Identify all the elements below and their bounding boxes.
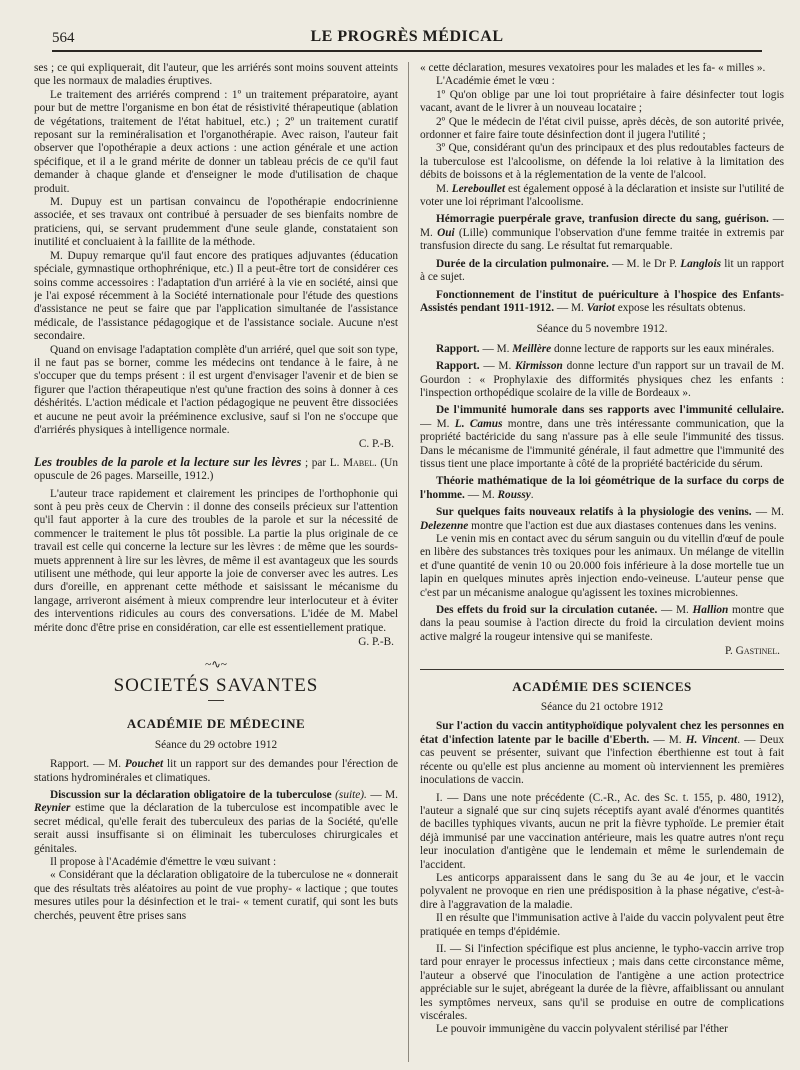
person-name: Delezenne xyxy=(420,519,469,532)
review-details: (Un opuscule de 26 pages. Marseille, 1912.) xyxy=(34,456,398,483)
person-name: L. Camus xyxy=(454,417,503,430)
text: montre que l'action est due aux diastases contenues dans les venins. xyxy=(471,519,777,532)
subject-heading: Des effets du froid sur la circulation cutanée. xyxy=(436,604,658,617)
person-name: Lereboullet xyxy=(451,182,506,195)
person-name: Roussy xyxy=(497,488,531,501)
paragraph: Le venin mis en contact avec du sérum sanguin ou du vitellin d'œuf de poule en libère des substances très toxiques pour les animaux. Un mélange de vitellin et d'une quantité de venin 10 ou 20.000 fois inférieure à la dose mortelle tue un lapin en quelques minutes après injection endo-veineuse. L'auteur pense que c'est par un mécanisme analogue qu'agissent les toxines microbiennes. xyxy=(420,533,784,599)
paragraph: L'Académie émet le vœu : xyxy=(436,75,555,88)
text: montre que dans la peau soumise à l'action directe du froid la circulation devient moins active malgré la rougeur intensive qui se manifeste. xyxy=(420,604,784,643)
text: (Lille) communique l'observation d'une femme traitée in extremis par transfusion directe du sang. Le résultat fut remarquable. xyxy=(420,226,784,253)
person-name: Meillère xyxy=(512,342,552,355)
text: donne lecture de rapports sur les eaux minérales. xyxy=(554,342,775,355)
book-review-heading: Les troubles de la parole et la lecture sur les lèvres ; par L. Mabel. (Un opuscule de 26 pages. Marseille, 1912.) xyxy=(34,454,398,483)
paragraph: ses ; ce qui expliquerait, dit l'auteur, que les arriérés sont moins souvent atteints que les normaux de maladies éruptives. xyxy=(34,62,398,88)
paragraph: Le pouvoir immunigène du vaccin polyvalent stérilisé par l'éther xyxy=(436,1023,728,1036)
subject-heading: Hémorragie puerpérale grave, tranfusion directe du sang, guérison. xyxy=(436,213,769,226)
subject-heading: Fonctionnement de l'institut de puériculture à l'hospice des Enfants-Assistés pendant 1911-1912. xyxy=(420,288,784,314)
paragraph: Il en résulte que l'immunisation active à l'aide du vaccin polyvalent peut être pratiquée en temps d'épidémie. xyxy=(420,912,784,938)
subject-heading: Sur l'action du vaccin antityphoïdique polyvalent chez les personnes en état d'infection latente par le bacille d'Eberth. xyxy=(420,720,784,746)
paragraph: Théorie mathématique de la loi géométrique de la surface du corps de l'homme. — M. Roussy. xyxy=(420,475,784,501)
paragraph: Fonctionnement de l'institut de puériculture à l'hospice des Enfants-Assistés pendant 1911-1912. — M. Variot expose les résultats obtenus. xyxy=(420,288,784,314)
rubric: Rapport. xyxy=(436,360,480,373)
paragraph: Durée de la circulation pulmonaire. — M. le Dr P. Langlois lit un rapport à ce sujet. xyxy=(420,257,784,284)
paragraph: Il propose à l'Académie d'émettre le vœu suivant : xyxy=(50,855,277,868)
session-date: Séance du 29 octobre 1912 xyxy=(154,738,278,751)
paragraph: Sur quelques faits nouveaux relatifs à la physiologie des venins. — M. Delezenne montre que l'action est due aux diastases contenues dans les venins. xyxy=(420,506,784,532)
academy-heading: ACADÉMIE DES SCIENCES xyxy=(512,678,692,694)
page-header xyxy=(52,28,762,52)
divider xyxy=(208,700,224,701)
page-number: 564 xyxy=(52,30,75,46)
journal-title: LE PROGRÈS MÉDICAL xyxy=(310,28,504,45)
divider xyxy=(420,669,784,670)
paragraph: Rapport. — M. Meillère donne lecture de rapports sur les eaux minérales. xyxy=(436,342,775,355)
quote: « Considérant que la déclaration obligatoire de la tuberculose ne « donnerait que des résultats très aléatoires au point de vue prophy- « lactique ; que toutes mesures utiles pour la désinfection et le trai- « tement curatif, qui sont les buts cherchés, peuvent être prises sans xyxy=(34,869,398,922)
right-column xyxy=(420,62,784,1058)
text: est également opposé à la déclaration et insiste sur l'utilité de voter une loi réprimant l'alcoolisme. xyxy=(420,182,784,209)
paragraph: M. Lereboullet est également opposé à la déclaration et insiste sur l'utilité de voter une loi réprimant l'alcoolisme. xyxy=(420,182,784,209)
paragraph: II. — Si l'infection spécifique est plus ancienne, le typho-vaccin arrive trop tard pour enrayer le processus infectieux ; mais dans cette circonstance même, l'auteur a observé que l'inoculation de l'antigène a une action protectrice appréciable sur le sujet, abrégeant la durée de la fièvre, affaiblissant ou annulant les symptômes nerveux, sans qu'il se produise en outre de complications viscérales. xyxy=(420,942,784,1022)
paragraph: Les anticorps apparaissent dans le sang du 3e au 4e jour, et le vaccin polyvalent ne provoque en rien une prédisposition à la phase négative, c'est-à-dire à l'aggravation de la maladie. xyxy=(420,871,784,911)
review-title: Les troubles de la parole et la lecture sur les lèvres xyxy=(34,454,302,469)
paragraph: M. Dupuy remarque qu'il faut encore des pratiques adjuvantes (éducation spéciale, gymnastique orthophrénique, etc.) Il a peut-être tort de considérer ces soins comme accessoires : l'adaptation d'un arriéré à la vie en société, ainsi que je l'ai exposé récemment à la Société internationale pour l'étude des questions d'assistance ne peut se faire que par l'application simultanée de l'assistance médicale, de l'assistance pédagogique et de l'assistance sociale. Aucune n'est secondaire. xyxy=(34,249,398,343)
text: lit un rapport à ce sujet. xyxy=(420,257,784,284)
review-author: L. Mabel xyxy=(329,456,374,469)
person-name: Langlois xyxy=(680,257,721,270)
signature: G. P.-B. xyxy=(358,636,394,649)
text: estime que la déclaration de la tuberculose est incompatible avec le secret médical, qu'elle ferait des tuberculeux des parias de la Société, qu'elle serait aussi insuffisante si on éliminait les tuberculoses chirurgicales et génitales. xyxy=(34,802,398,855)
ornament: ~∿~ xyxy=(205,659,227,672)
subject-heading: De l'immunité humorale dans ses rapports avec l'immunité cellulaire. xyxy=(436,404,784,417)
rubric: Rapport. xyxy=(436,342,480,355)
subject-heading: Sur quelques faits nouveaux relatifs à la physiologie des venins. xyxy=(436,506,752,519)
paragraph: Discussion sur la déclaration obligatoire de la tuberculose (suite). — M. Reynier estime que la déclaration de la tuberculose est incompatible avec le secret médical, qu'elle ferait des tuberculeux des parias de la Société, qu'elle serait aussi insuffisante si on éliminait les tuberculoses chirurgicales et génitales. xyxy=(34,788,398,855)
text: Deux cas peuvent se présenter, suivant que l'infection éberthienne est tout à fait récente ou qu'elle est plus ancienne au moment où interviennent les premières inoculations de vaccin. xyxy=(420,733,784,787)
text: expose les résultats obtenus. xyxy=(617,301,746,314)
text: donne lecture d'un rapport sur un travail de M. Gourdon : « Prophylaxie des difformités physiques chez les enfants : l'inspection orthopédique scolaire de la ville de Bordeaux ». xyxy=(420,360,784,399)
paragraph: M. Dupuy est un partisan convaincu de l'opothérapie endocrinienne associée, et ses travaux ont contribué à persuader de ses bienfaits nombre de praticiens, qui, se servant prudemment d'une seule glande, constataient son inutilité et concluaient à la faillite de la méthode. xyxy=(34,196,398,249)
paragraph: Le traitement des arriérés comprend : 1º un traitement préparatoire, ayant pour but de mettre l'organisme en bon état de résistivité thérapeutique (ablation de végétations, traitement de l'état habituel, etc.) ; 2º un traitement curatif reposant sur la reminéralisation et l'organothérapie. Avec raison, l'auteur fait observer que l'opothérapie a deux actions : une action générale et une action spécifique, et il a le grand mérite de donner un tableau précis de ce qu'il faut demander à chaque glande et d'enseigner le mode d'utilisation de chaque produit. xyxy=(34,88,398,195)
signature: P. Gastinel. xyxy=(725,645,780,658)
subject-heading: Discussion sur la déclaration obligatoire de la tuberculose xyxy=(50,788,332,801)
person-name: Oui xyxy=(437,226,455,239)
list-item: 1º Qu'on oblige par une loi tout propriétaire à faire désinfecter tout logis vacant, avant de le livrer à un nouveau locataire ; xyxy=(420,88,784,115)
column-divider xyxy=(408,62,409,1062)
text: (suite). xyxy=(335,788,367,801)
list-item: 2º Que le médecin de l'état civil puisse, après décès, de son autorité privée, ordonner et faire faire toute désinfection dont il jugera l'utilité ; xyxy=(420,115,784,142)
session-date: Séance du 5 novembre 1912. xyxy=(536,323,668,336)
signature: C. P.-B. xyxy=(358,438,394,451)
person-name: Hallion xyxy=(692,604,729,617)
rubric: Rapport. xyxy=(50,758,90,771)
person-name: Variot xyxy=(586,301,615,314)
paragraph: Rapport. — M. Pouchet lit un rapport sur des demandes pour l'érection de stations hydrominérales et climatiques. xyxy=(34,758,398,784)
paragraph: Sur l'action du vaccin antityphoïdique polyvalent chez les personnes en état d'infection latente par le bacille d'Eberth. — M. H. Vincent. — Deux cas peuvent se présenter, suivant que l'infection éberthienne est tout à fait récente ou qu'elle est plus ancienne au moment où interviennent les premières inoculations de vaccin. xyxy=(420,720,784,787)
person-name: Pouchet xyxy=(124,758,164,771)
session-date: Séance du 21 octobre 1912 xyxy=(540,701,664,714)
paragraph: De l'immunité humorale dans ses rapports avec l'immunité cellulaire. — M. L. Camus montre, dans une très intéressante communication, que la propriété bactéricide du sang n'assure pas à elle seule l'immunité des tissus. Dans le mécanisme de l'immunité générale, il faut admettre que l'immunité des tissus tient une place importante à côté de la propriété bactéricide du sérum. xyxy=(420,404,784,470)
paragraph: Rapport. — M. Kirmisson donne lecture d'un rapport sur un travail de M. Gourdon : « Prophylaxie des difformités physiques chez les enfants : l'inspection orthopédique scolaire de la ville de Bordeaux ». xyxy=(420,360,784,399)
person-name: Kirmisson xyxy=(515,360,563,373)
academy-heading: ACADÉMIE DE MÉDECINE xyxy=(126,716,306,732)
paragraph: I. — Dans une note précédente (C.-R., Ac. des Sc. t. 155, p. 480, 1912), l'auteur a signalé que sur cinq sujets réceptifs ayant avalé d'énormes quantités de bacilles typhiques vivants, aucun ne prit la fièvre typhoïde. Le premier était déjà immunisé par une vaccination antérieure, mais les quatre autres n'ont reçu leur inoculation d'antigène que le lendemain et même le surlendemain de l'accident. xyxy=(420,791,784,871)
person-name: H. Vincent xyxy=(685,733,738,746)
text: lit un rapport sur des demandes pour l'érection de stations hydrominérales et climatiques. xyxy=(34,758,398,784)
left-column xyxy=(34,62,398,1058)
list-item: 3º Que, considérant qu'un des principaux et des plus redoutables facteurs de la tuberculose est l'alcoolisme, on défende la loi relative à la limitation des débits de boissons et à la réglementation de la vente de l'alcool. xyxy=(420,142,784,182)
subject-heading: Durée de la circulation pulmonaire. xyxy=(436,257,609,270)
quote: « cette déclaration, mesures vexatoires pour les malades et les fa- « milles ». xyxy=(420,62,766,74)
paragraph: Quand on envisage l'adaptation complète d'un arriéré, quel que soit son type, il ne faut pas se borner, comme les médecins ont tendance à le faire, à ne s'occuper que du temps présent : il est urgent d'envisager l'avenir et de bien se figurer que l'action thérapeutique n'est qu'une fraction des soins à donner à ces déshérités. L'action médicale et l'action pédagogique ne peuvent être dissociées et aucune ne peut avoir la prééminence exclusive, sauf si l'on ne s'occupe que d'arriérés physiques à intelligence normale. xyxy=(34,343,398,436)
paragraph: L'auteur trace rapidement et clairement les principes de l'orthophonie qui sont à peu près ceux de Chervin : il donne des conseils précieux sur l'attention qu'il faut apporter à la cure des troubles de la parole et sur la nécessité de commencer le traitement le plus tôt possible. La partie la plus originale de ce travail est celle qui concerne la lecture sur les lèvres : de même que les sourds-muets apprennent à lire sur les lèvres, de même il est avantageux que les sourds utilisent une méthode, qui leur apporte la joie de converser avec les autres. Les durs d'oreille, en apprenant cette méthode et saisissant le mécanisme du langage, arriveront aisément à mieux comprendre leur interlocuteur et à éviter des interventions ridicules au cours des conversations. L'idée de M. Mabel mérite donc d'être prise en considération, car elle est essentiellement pratique. xyxy=(34,487,398,634)
text: montre, dans une très intéressante communication, que la propriété bactéricide du sang n'assure pas à elle seule l'immunité des tissus. Dans le mécanisme de l'immunité générale, il faut admettre que l'immunité des tissus tient une place importante à côté de la propriété bactéricide du sérum. xyxy=(420,417,784,470)
person-name: Reynier xyxy=(34,802,71,815)
paragraph: Des effets du froid sur la circulation cutanée. — M. Hallion montre que dans la peau soumise à l'action directe du froid la circulation devient moins active malgré la rougeur intensive qui se manifeste. xyxy=(420,604,784,643)
paragraph: Hémorragie puerpérale grave, tranfusion directe du sang, guérison. — M. Oui (Lille) communique l'observation d'une femme traitée in extremis par transfusion directe du sang. Le résultat fut remarquable. xyxy=(420,213,784,253)
subject-heading: Théorie mathématique de la loi géométrique de la surface du corps de l'homme. xyxy=(420,475,784,501)
section-title: SOCIETÉS SAVANTES xyxy=(113,674,319,696)
